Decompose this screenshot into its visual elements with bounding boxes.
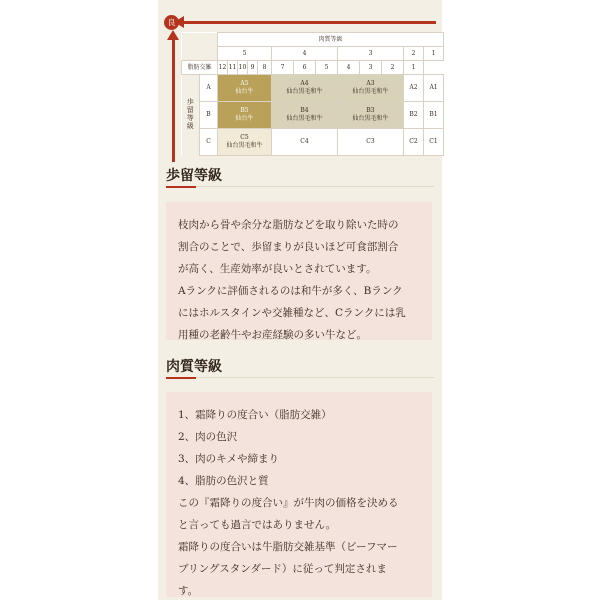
meat-grade-5: 5 bbox=[218, 47, 272, 61]
text-line: 用種の老齢牛やお産経験の多い牛など。 bbox=[178, 329, 367, 341]
grade-cell-a1: A1 bbox=[424, 75, 444, 102]
meat-section-title: 肉質等級 bbox=[166, 359, 222, 375]
yield-grade-b: B bbox=[200, 102, 218, 129]
bms-number: 7 bbox=[272, 61, 294, 75]
divider bbox=[196, 377, 434, 378]
quality-arrow bbox=[164, 14, 436, 32]
text-line: 3、肉のキメや締まり bbox=[178, 453, 279, 465]
bms-number: 10 bbox=[238, 61, 248, 75]
text-line: ブリングスタンダード）に従って判定されま bbox=[178, 563, 387, 575]
grade-code: A4 bbox=[300, 80, 309, 87]
vertical-arrow bbox=[169, 30, 177, 162]
grade-cell-b1: B1 bbox=[424, 102, 444, 129]
grade-cell-a4 bbox=[272, 75, 338, 102]
meat-grade-3: 3 bbox=[338, 47, 404, 61]
brand-label: 仙台黒毛和牛 bbox=[286, 115, 323, 122]
grade-cell-b4 bbox=[272, 102, 338, 129]
yield-label: 歩留等級 bbox=[186, 97, 195, 130]
text-line: が高く、生産効率が良いとされています。 bbox=[178, 263, 377, 275]
arrow-line bbox=[178, 21, 436, 24]
grade-code: B4 bbox=[300, 107, 309, 114]
brand-label: 仙台牛 bbox=[235, 88, 254, 95]
grade-cell-c5 bbox=[218, 129, 272, 156]
grade-chart bbox=[181, 32, 444, 156]
bms-number: 11 bbox=[228, 61, 238, 75]
brand-label: 仙台黒毛和牛 bbox=[226, 142, 263, 149]
grade-cell-a2: A2 bbox=[404, 75, 424, 102]
meat-grade-2: 2 bbox=[404, 47, 424, 61]
text-line: 霜降りの度合いは牛脂肪交雑基準（ビーフマー bbox=[178, 541, 398, 553]
meat-description-box bbox=[166, 392, 432, 597]
yield-grade-a: A bbox=[200, 75, 218, 102]
grade-cell-b5 bbox=[218, 102, 272, 129]
grade-cell-c3: C3 bbox=[338, 129, 404, 156]
text-line: 枝肉から骨や余分な脂肪などを取り除いた時の bbox=[178, 219, 399, 231]
grade-cell-c2: C2 bbox=[404, 129, 424, 156]
grade-cell-c1: C1 bbox=[424, 129, 444, 156]
bms-label: 脂肪交雑 bbox=[182, 61, 218, 75]
yield-description-box bbox=[166, 202, 432, 340]
brand-label: 仙台黒毛和牛 bbox=[352, 115, 389, 122]
text-line: この『霜降りの度合い』が牛肉の価格を決める bbox=[178, 497, 399, 509]
meat-grade-1: 1 bbox=[424, 47, 444, 61]
brand-label: 仙台黒毛和牛 bbox=[286, 88, 323, 95]
good-badge: 良 bbox=[164, 15, 179, 30]
grade-cell-a3 bbox=[338, 75, 404, 102]
grade-cell-a5 bbox=[218, 75, 272, 102]
bms-number: 12 bbox=[218, 61, 228, 75]
grade-cell-b3 bbox=[338, 102, 404, 129]
bms-number: 1 bbox=[404, 61, 424, 75]
text-line: にはホルスタインや交雑種など、Cランクには乳 bbox=[178, 307, 406, 319]
divider bbox=[196, 186, 434, 187]
brand-label: 仙台黒毛和牛 bbox=[352, 88, 389, 95]
title-underline bbox=[166, 377, 196, 379]
text-line: 2、肉の色沢 bbox=[178, 431, 238, 443]
marbling-header: 肉質等級 bbox=[218, 33, 444, 47]
bms-number: 3 bbox=[360, 61, 382, 75]
meat-grade-4: 4 bbox=[272, 47, 338, 61]
yield-grade-c: C bbox=[200, 129, 218, 156]
title-underline bbox=[166, 186, 196, 188]
arrow-up-icon bbox=[167, 30, 179, 40]
yield-label-cell bbox=[182, 75, 200, 156]
arrow-line bbox=[172, 38, 175, 162]
yield-section-title: 歩留等級 bbox=[166, 168, 222, 184]
text-line: と言っても過言ではありません。 bbox=[178, 519, 337, 531]
grade-cell-c4: C4 bbox=[272, 129, 338, 156]
text-line: 割合のことで、歩留まりが良いほど可食部割合 bbox=[178, 241, 399, 253]
bms-number: 9 bbox=[248, 61, 258, 75]
grade-cell-b2: B2 bbox=[404, 102, 424, 129]
bms-number: 6 bbox=[294, 61, 316, 75]
bms-number: 2 bbox=[382, 61, 404, 75]
bms-number: 8 bbox=[258, 61, 272, 75]
grade-code: A5 bbox=[240, 80, 249, 87]
text-line: Aランクに評価されるのは和牛が多く、Bランク bbox=[178, 285, 403, 297]
grade-code: B5 bbox=[240, 107, 249, 114]
grade-code: C5 bbox=[240, 134, 249, 141]
text-line: 4、脂肪の色沢と質 bbox=[178, 475, 269, 487]
text-line: す。 bbox=[178, 585, 199, 597]
text-line: 1、霜降りの度合い（脂肪交雑） bbox=[178, 409, 332, 421]
bms-number: 4 bbox=[338, 61, 360, 75]
grade-code: B3 bbox=[366, 107, 375, 114]
brand-label: 仙台牛 bbox=[235, 115, 254, 122]
grade-code: A3 bbox=[366, 80, 375, 87]
bms-number: 5 bbox=[316, 61, 338, 75]
